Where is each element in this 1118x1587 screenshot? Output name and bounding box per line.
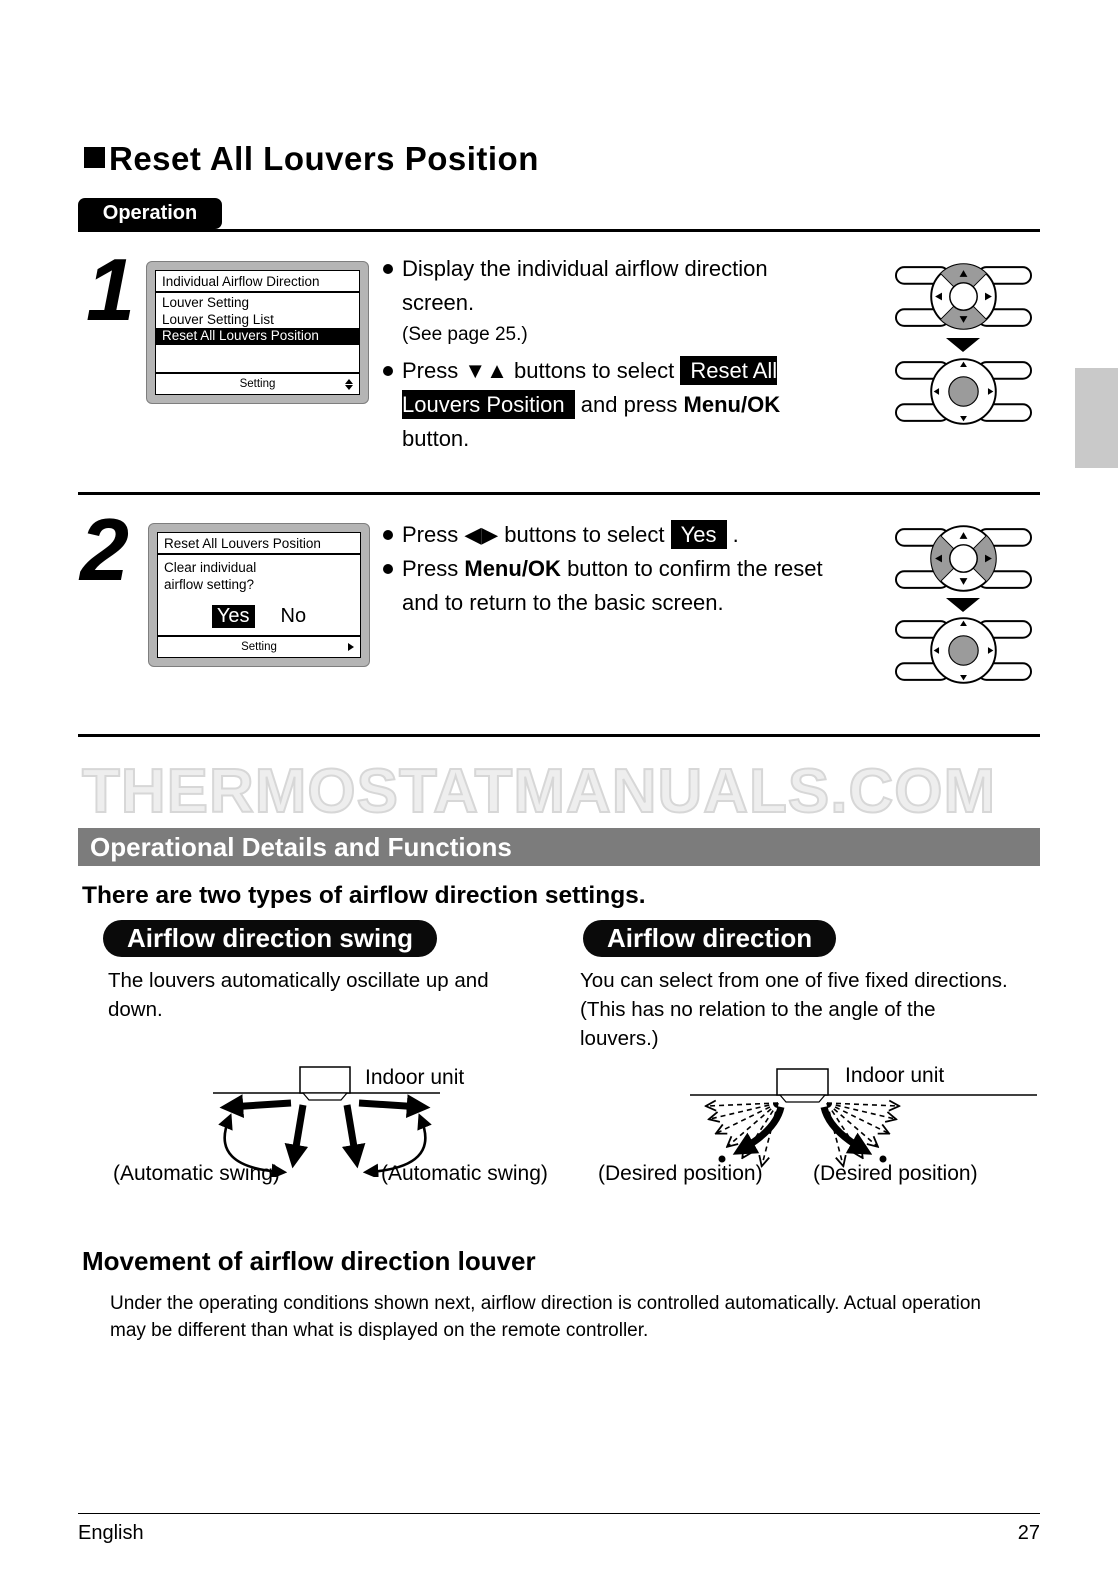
airflow-direction-pill	[583, 920, 836, 957]
instruction-bullet	[383, 354, 845, 456]
see-page-note: (See page 25.)	[402, 324, 528, 345]
screen-menu-item-selected: Reset All Louvers Position	[156, 328, 359, 345]
section-separator	[78, 734, 1040, 737]
pill-label: Airflow direction swing	[103, 920, 437, 957]
step-2-instructions	[383, 518, 831, 620]
screen-message-line: Clear individual	[164, 560, 257, 575]
instruction-segment: Press ◀▶ buttons to select	[402, 522, 665, 547]
instruction-segment: button to confirm the reset and to return to the basic screen.	[402, 556, 823, 615]
screen-mockup-step1	[146, 261, 369, 404]
down-arrow-icon	[946, 338, 980, 352]
caption-desired-position: (Desired position)	[598, 1162, 763, 1185]
screen-title: Reset All Louvers Position	[158, 533, 360, 555]
screen-options	[158, 605, 360, 628]
yes-option-selected: Yes	[212, 605, 255, 628]
step-separator	[78, 492, 1040, 495]
intro-heading: There are two types of airflow direction settings.	[82, 882, 646, 909]
step-1-instructions	[383, 252, 845, 456]
screen-menu-item: Louver Setting	[162, 295, 250, 310]
operation-rule	[78, 198, 1040, 232]
screen-menu-item: Louver Setting List	[162, 311, 274, 327]
operation-badge: Operation	[78, 198, 222, 229]
indoor-unit-label: Indoor unit	[365, 1066, 465, 1089]
section-header: Operational Details and Functions	[78, 828, 1040, 866]
no-option: No	[280, 605, 307, 627]
instruction-bullet	[383, 518, 831, 552]
up-down-arrows-icon	[345, 374, 353, 394]
menu-ok-label: Menu/OK	[683, 392, 781, 417]
dpad-up-down-icon	[895, 259, 1032, 339]
instruction-segment: and press	[580, 392, 678, 417]
watermark: THERMOSTATMANUALS.COM	[82, 757, 997, 826]
down-arrow-icon	[946, 598, 980, 612]
fixed-description: You can select from one of five fixed directions. (This has no relation to the angle of the louvers.)	[580, 969, 1008, 1050]
instruction-segment: button.	[402, 426, 470, 451]
instruction-segment: .	[732, 522, 739, 547]
bullet-dot-icon	[383, 564, 393, 574]
dpad-left-right-icon	[895, 521, 1032, 601]
bullet-dot-icon	[383, 530, 393, 540]
swing-description: The louvers automatically oscillate up and down.	[108, 969, 489, 1021]
screen-menu	[156, 293, 359, 372]
footer-language: English	[78, 1522, 144, 1544]
caption-automatic-swing: (Automatic swing)	[381, 1162, 548, 1185]
screen-display	[157, 532, 361, 658]
instruction-text	[402, 354, 845, 456]
black-square-icon	[84, 147, 105, 168]
footer-page-number: 27	[1017, 1522, 1040, 1544]
menu-ok-button-icon	[895, 354, 1032, 434]
highlighted-menu-name: Reset All Louvers Position	[402, 358, 778, 417]
instruction-text	[402, 518, 831, 552]
screen-footer	[158, 635, 360, 657]
caption-automatic-swing: (Automatic swing)	[113, 1162, 280, 1185]
step-1-number: 1	[86, 240, 135, 339]
screen-footer	[156, 372, 359, 394]
screen-mockup-step2	[148, 523, 370, 667]
highlighted-yes: Yes	[671, 520, 727, 549]
page-edge-tab	[1075, 368, 1118, 468]
screen-footer-label: Setting	[239, 378, 276, 390]
menu-ok-button-icon	[895, 613, 1032, 693]
instruction-text	[402, 552, 831, 620]
right-arrow-icon	[348, 637, 354, 657]
movement-body: Under the operating conditions shown next, airflow direction is controlled automatically. Actual operation may be different than what is displayed on the remote controller.	[110, 1293, 981, 1341]
footer-rule	[78, 1513, 1040, 1514]
instruction-text: Display the individual airflow direction screen.	[402, 256, 768, 315]
page-title: Reset All Louvers Position	[109, 140, 539, 177]
airflow-swing-pill	[103, 920, 437, 957]
pill-label: Airflow direction	[583, 920, 836, 957]
movement-heading: Movement of airflow direction louver	[82, 1246, 536, 1276]
caption-desired-position: (Desired position)	[813, 1162, 978, 1185]
instruction-segment: Press ▼▲ buttons to select	[402, 358, 675, 383]
instruction-segment: Press	[402, 556, 459, 581]
instruction-bullet	[383, 552, 831, 620]
step-2-number: 2	[80, 500, 129, 599]
screen-message	[158, 555, 360, 593]
footer	[78, 1522, 1040, 1545]
screen-message-line: airflow setting?	[164, 577, 255, 592]
screen-display	[155, 270, 360, 395]
bullet-dot-icon	[383, 264, 393, 274]
bullet-dot-icon	[383, 366, 393, 376]
screen-title: Individual Airflow Direction	[156, 271, 359, 293]
instruction-bullet	[383, 252, 845, 320]
page-title-row	[84, 140, 539, 178]
indoor-unit-label: Indoor unit	[845, 1064, 945, 1087]
screen-footer-label: Setting	[241, 641, 277, 653]
menu-ok-label: Menu/OK	[464, 556, 561, 581]
